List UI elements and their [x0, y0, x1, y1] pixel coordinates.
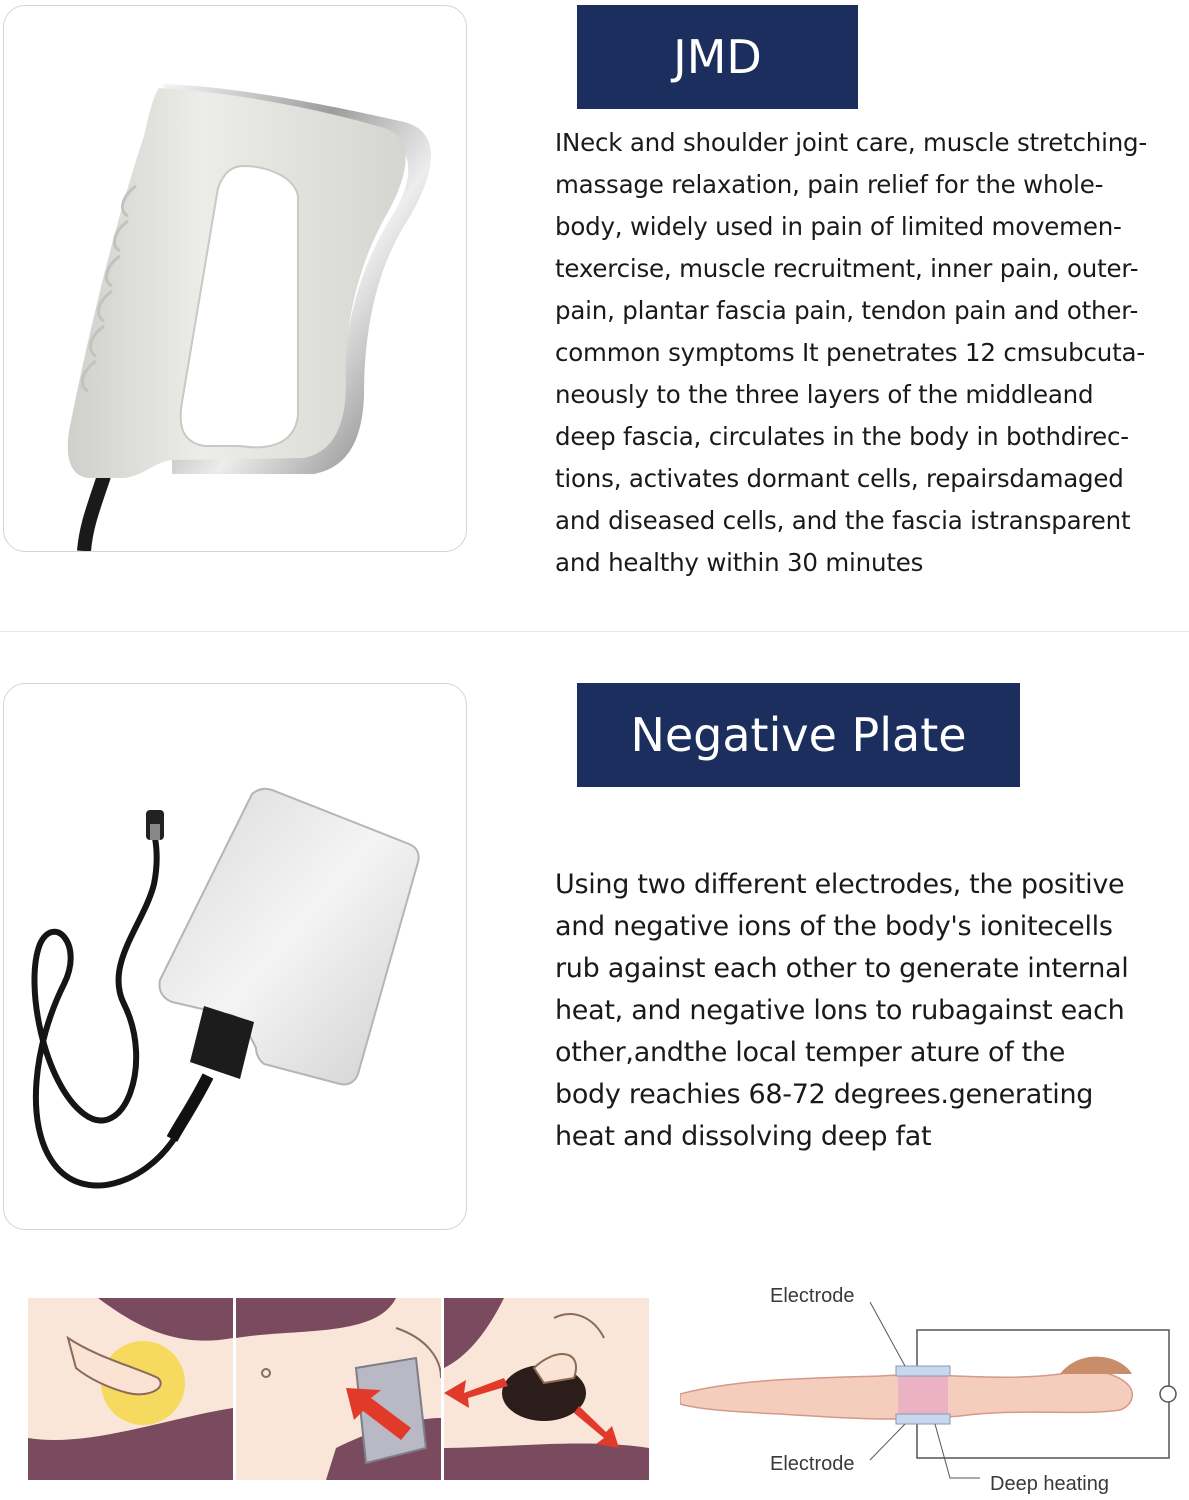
jmd-product-card: [3, 5, 467, 552]
electrode-top-label: Electrode: [770, 1285, 855, 1307]
deep-heating-label: Deep heating: [990, 1473, 1109, 1495]
jmd-title: JMD: [673, 30, 762, 84]
step-illustration-3: [444, 1298, 649, 1480]
deep-heating-diagram: [680, 1278, 1189, 1500]
jmd-title-banner: [577, 5, 858, 109]
plate-description: Using two different electrodes, the positive and negative ions of the body's ionitecells rub against each other to generate internal heat, and negative lons to rubagainst each other,andthe local temper ature of the body reachies 68-72 degrees.generating heat and dissolving deep fat: [555, 869, 1129, 1152]
plate-title: Negative Plate: [630, 708, 967, 762]
step-illustration-1: [28, 1298, 233, 1480]
plate-title-banner: [577, 683, 1020, 787]
plate-product-card: [3, 683, 467, 1230]
electrode-bottom-label: Electrode: [770, 1453, 855, 1475]
jmd-handle-image: [4, 6, 466, 551]
jmd-description: INeck and shoulder joint care, muscle stretching- massage relaxation, pain relief for the whole- body, widely used in pain of limited movemen- texercise, muscle recruitment, inner pain, outer- pain, plantar fascia pain, tendon pain and other- common symptoms It penetrates 12 cmsubcuta- neously to the three layers of the middleand deep fascia, circulates in the body in bothdirec- tions, activates dormant cells, repairsdamaged and diseased cells, and the fascia istransparent and healthy within 30 minutes: [555, 128, 1148, 577]
section-divider: [0, 631, 1189, 632]
negative-plate-image: [4, 684, 466, 1229]
step-illustration-2: [236, 1298, 441, 1480]
